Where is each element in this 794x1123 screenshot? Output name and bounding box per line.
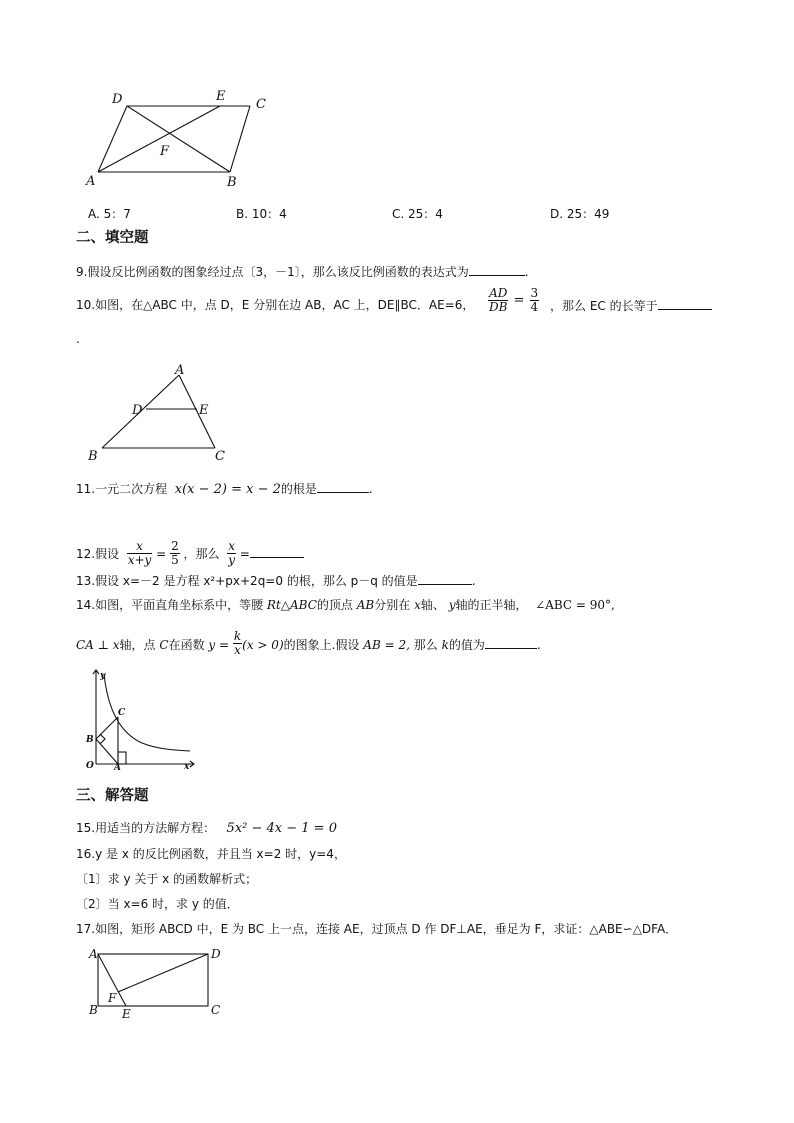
- question-16-line3: 〔2〕当 x=6 时，求 y 的值．: [76, 897, 239, 911]
- q10-answer-blank[interactable]: [658, 297, 712, 310]
- rectangle-figure: [84, 942, 234, 1022]
- q9-answer-blank[interactable]: [469, 263, 525, 276]
- question-13: 13.假设 x=－2 是方程 x²+px+2q=0 的根，那么 p－q 的值是 .: [76, 574, 476, 588]
- question-10-tail: ，那么 EC 的长等于: [550, 297, 712, 314]
- option-c: C. 25：4: [392, 207, 443, 221]
- q11-equation: x(x − 2) = x − 2: [174, 482, 281, 497]
- label-A: A: [86, 174, 96, 189]
- option-a: A. 5：7: [88, 207, 131, 221]
- label-A: A: [114, 763, 121, 772]
- label-B: B: [227, 175, 237, 190]
- option-b: B. 10：4: [236, 207, 287, 221]
- fraction-3-4: $\frac{3}{4}$: [530, 286, 539, 314]
- label-D: D: [132, 403, 143, 418]
- label-F: F: [108, 991, 117, 1005]
- section-heading-fill-in: 二、填空题: [76, 230, 149, 246]
- label-C: C: [215, 449, 225, 464]
- label-D: D: [211, 947, 221, 961]
- triangle-figure: [82, 360, 242, 470]
- label-C: C: [118, 708, 126, 718]
- question-16-line2: 〔1〕求 y 关于 x 的函数解析式；: [76, 872, 258, 886]
- axis-x-label: x: [184, 762, 190, 772]
- q9-end: .: [524, 265, 529, 279]
- question-17: 17.如图，矩形 ABCD 中，E 为 BC 上一点，连接 AE，过顶点 D 作 DF⊥AE，垂足为 F，求证：△ABE∽△DFA．: [76, 922, 678, 936]
- label-B: B: [89, 1003, 98, 1017]
- question-15: 15.用适当的方法解方程： 5x² − 4x − 1 = 0: [76, 821, 337, 836]
- question-12: 12.假设 $\frac{x}{x+y}$ = $\frac{2}{5}$ ，那么 $\frac{x}{y}$ =: [76, 540, 304, 567]
- label-C: C: [211, 1003, 221, 1017]
- parallelogram-figure: [80, 85, 280, 195]
- fraction-2-5: $\frac{2}{5}$: [171, 539, 179, 567]
- fraction-k-x: $\frac{k}{x}$: [233, 629, 242, 657]
- q13-answer-blank[interactable]: [418, 572, 472, 585]
- q10-end: .: [76, 332, 80, 346]
- question-11: 11.一元二次方程 x(x − 2) = x − 2的根是 .: [76, 482, 373, 497]
- label-C: C: [256, 97, 266, 112]
- q15-equation: 5x² − 4x − 1 = 0: [226, 821, 337, 836]
- fraction-x-over-xy: $\frac{x}{x+y}$: [127, 539, 152, 567]
- label-E: E: [216, 89, 226, 104]
- label-A: A: [175, 363, 185, 378]
- label-E: E: [199, 403, 209, 418]
- question-16-line1: 16.y 是 x 的反比例函数，并且当 x=2 时，y=4，: [76, 847, 346, 861]
- label-E: E: [122, 1007, 131, 1021]
- question-9: [76, 263, 529, 280]
- coordinate-figure: [82, 662, 202, 772]
- label-B: B: [88, 449, 98, 464]
- label-A: A: [89, 947, 98, 961]
- q11-answer-blank[interactable]: [317, 480, 369, 493]
- q9-text: 9.假设反比例函数的图象经过点〔3，－1〕，那么该反比例函数的表达式为: [76, 265, 469, 279]
- label-O: O: [86, 761, 94, 771]
- section-heading-solve: 三、解答题: [76, 788, 149, 804]
- option-d: D. 25：49: [550, 207, 610, 221]
- q14-answer-blank[interactable]: [485, 636, 537, 649]
- label-F: F: [160, 144, 170, 159]
- axis-y-label: y: [100, 671, 106, 681]
- q12-answer-blank[interactable]: [250, 545, 304, 558]
- label-B: B: [86, 735, 94, 745]
- question-14-line2: CA ⊥ x轴，点 C在函数 y = $\frac{k}{x}$ (x > 0)的图象上.假设 AB = 2, 那么 k的值为 .: [76, 629, 541, 657]
- q10-fraction: $\frac{AD}{DB}$ = $\frac{3}{4}$: [489, 286, 539, 314]
- label-D: D: [112, 92, 123, 107]
- question-14-line1: 14.如图，平面直角坐标系中，等腰 Rt△ABC的顶点 AB分别在 x轴、 y轴的正半轴， ∠ABC = 90°,: [76, 598, 615, 612]
- fraction-x-y: $\frac{x}{y}$: [228, 539, 235, 567]
- question-10-text: 10.如图，在△ABC 中，点 D，E 分别在边 AB，AC 上，DE∥BC．AE=6，: [76, 298, 475, 312]
- fraction-ad-db: $\frac{AD}{DB}$: [489, 286, 508, 314]
